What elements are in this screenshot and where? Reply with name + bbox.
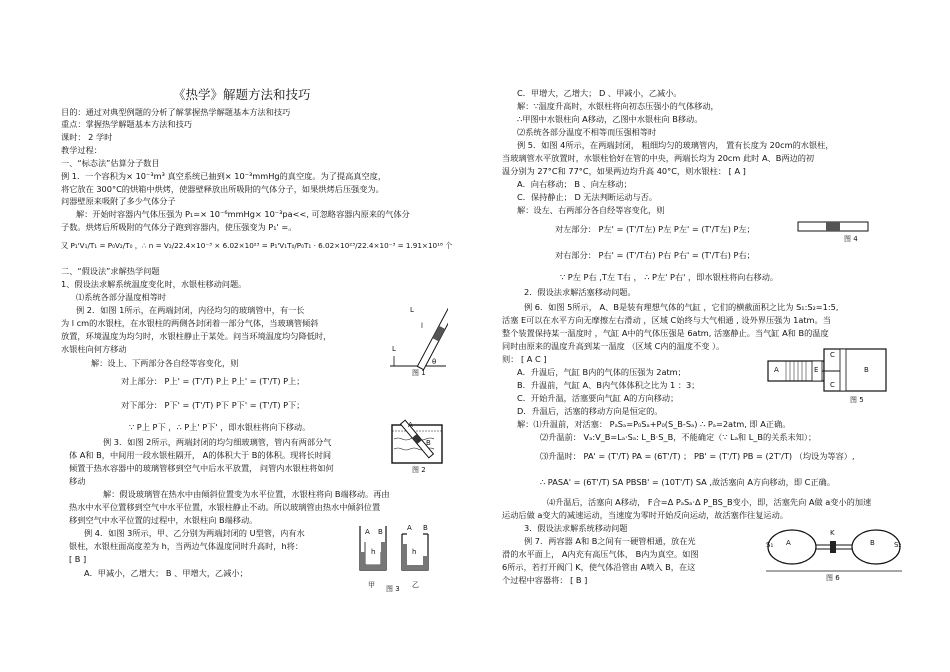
text-line: 解：假设玻璃管在热水中由倾斜位置变为水平位置，水银柱将向 B端移动。再由 xyxy=(103,489,390,499)
text-line: 问器壁原来吸附了多少气体分子 xyxy=(61,196,176,206)
text-line: 例 4．如图 3所示，甲、乙分别为两端封闭的 U型管，内有水 xyxy=(84,528,305,538)
text-line: 例 2．如图 1所示，在两端封闭，内径均匀的玻璃管中，有一长 xyxy=(76,305,305,315)
formula-line: 对下部分： P下' = (T'/T) P下 P下' = (T'/T) P下； xyxy=(121,400,305,410)
text-line: C．保持静止； D 无法判断运动与否。 xyxy=(517,192,658,202)
text-line: ⑵升温前： Vₐ:V_B=Lₐ·Sₐ: L_B·S_B，不能确定（∵ Lₐ和 L_B的关系未知）； xyxy=(540,432,817,442)
figure-label: L xyxy=(410,306,414,314)
figure-2 xyxy=(388,415,448,475)
text-line: 教学过程： xyxy=(61,145,102,155)
figure-label: θ xyxy=(432,358,437,366)
horizontal-tube-diagram xyxy=(796,218,870,236)
text-line: 滑的水平面上， A内充有高压气体， B内为真空。如图 xyxy=(502,549,699,559)
figure-label: B xyxy=(864,366,869,374)
figure-label: h xyxy=(371,548,376,556)
formula-line: 又 P₁'V₁/T₁ = P₀V₂/T₀ ，∴ n = V₂/22.4×10⁻³ × 6.02×10²³ = P₁'V₁T₀/P₀T₁ · 6.02×10²³/22.4×10⁻³ = 1.91×10¹⁸ 个 xyxy=(61,241,453,250)
text-line: 热水中水平位置移到空气中水平位置，水银柱静止不动。所以玻璃管由热水中倾斜位置 xyxy=(69,502,381,512)
text-line: 移到空气中水平位置的过程中，水银柱向 B端移动。 xyxy=(69,515,258,525)
text-line: ∵ P上 P下 ，∴ P上' P下' ，即水银柱将向下移动。 xyxy=(129,422,311,432)
text-line: ∴甲图中水银柱向 A移动，乙图中水银柱向 B移动。 xyxy=(517,114,703,124)
figure-label: 乙 xyxy=(412,581,419,589)
text-line: 2．假设法求解活塞移动问题。 xyxy=(524,287,636,297)
text-line: 体 A和 B，中间用一段水银柱隔开， A的体积大于 B的体积。现将长时间 xyxy=(69,450,332,460)
figure-label: A xyxy=(407,524,412,532)
text-line: 为 l cm的水银柱，在水银柱的两侧各封闭着一部分气体，当玻璃管倾斜 xyxy=(61,318,319,328)
figure-label: C xyxy=(830,381,835,389)
text-line: D．升温后，活塞的移动方向是恒定的。 xyxy=(517,406,663,416)
text-line: ⑴系统各部分温度相等时 xyxy=(76,292,167,302)
figure-label: B xyxy=(378,528,383,536)
text-line: 整个装置保持某一温度时 ，气缸 A中的气体压强是 6atm, 活塞静止。当气缸 A和 B的温度 xyxy=(502,328,829,338)
figure-label: l xyxy=(421,322,423,330)
text-line: 重点：掌握热学解题基本方法和技巧 xyxy=(61,119,193,129)
figure-label: S₁ xyxy=(766,541,774,549)
text-line: ⑷升温后，活塞向 A移动， F合=Δ PₐSₐ·Δ P_BS_B变小，即，活塞先向 A做 a变小的加速 xyxy=(547,497,872,507)
text-line: 6所示，若打开阀门 K，使气体沿管由 A喷入 B，在这 xyxy=(502,562,696,572)
figure-label: K xyxy=(830,529,835,537)
text-line: A．向右移动； B 、向左移动； xyxy=(517,179,632,189)
text-line: 目的：通过对典型例题的分析了解掌握热学解题基本方法和技巧 xyxy=(61,107,291,117)
text-line: 例 3．如图 2所示，两端封闭的均匀细玻璃管，管内有两部分气 xyxy=(103,437,332,447)
text-line: A．甲减小，乙增大； B 、甲增大，乙减小； xyxy=(84,568,248,578)
section-heading: 3．假设法求解系统移动问题 xyxy=(524,523,628,533)
text-line: 则： [ A C ] xyxy=(502,354,547,364)
text-line: A．升温后，气缸 B内的气体的压强为 2atm； xyxy=(517,367,686,377)
text-line: 例 7．两容器 A和 B之间有一硬管相通，放在光 xyxy=(524,536,696,546)
text-line: 例 1．一个容积为× 10⁻³m³ 真空系统已抽到× 10⁻³mmHg的真空度。为了提高真空度， xyxy=(61,171,387,181)
text-line: 银柱，水银柱面高度差为 h，当两边气体温度同时升高时，h将： xyxy=(69,541,304,551)
text-line: 解：⑴升温前，对活塞： PₐSₐ=P₀Sₐ+P₀(S_B-Sₐ) ∴ Pₐ=2atm, 即 A正确。 xyxy=(517,419,791,429)
cylinder-piston-diagram xyxy=(766,345,892,395)
text-line: 个过程中容器将： [ B ] xyxy=(502,575,588,585)
text-line: 1、假设法求解系统温度变化时，水银柱移动问题。 xyxy=(61,279,247,289)
figure-label: 甲 xyxy=(368,581,375,589)
text-line: 课时： 2 学时 xyxy=(61,132,113,142)
text-line: 例 5．如图 4所示，在两端封闭， 粗细均匀的玻璃管内， 置有长度为 20cm的水银柱， xyxy=(517,140,834,150)
text-line: [ B ] xyxy=(69,554,87,564)
text-line: 解：设左、右两部分各自经等容变化，则 xyxy=(517,205,665,215)
text-line: ⑵系统各部分温度不相等而压强相等时 xyxy=(517,127,657,137)
figure-caption: 图 1 xyxy=(412,369,426,377)
text-line: 将它放在 300°C的烘箱中烘烤，使器壁释放出所吸附的气体分子，如果烘烤后压强变为。 xyxy=(61,184,384,194)
formula-line: ⑶升温时： PA' = (T'/T) PA = (6T'/T) ； PB' = (T'/T) PB = (2T'/T) （均设为等容）, xyxy=(540,451,855,461)
figure-caption: 图 4 xyxy=(844,235,858,243)
figure-label: B xyxy=(423,524,428,532)
formula-line: ∴ PASA' = (6T'/T) SA PBSB' = (10T'/T) SA ,故活塞向 A方向移动，即 C正确。 xyxy=(540,477,835,487)
figure-label: L xyxy=(392,345,396,353)
text-line: 子数。烘烤后所吸附的气体分子跑到容器内，使压强变为 P₁' =。 xyxy=(61,222,297,232)
figure-label: A xyxy=(786,539,791,547)
page-title: 《热学》解题方法和技巧 xyxy=(173,87,311,102)
text-line: 例 6．如图 5所示， A、B是装有理想气体的气缸 ，它们的横截面积之比为 S₁:S₂=1:5, xyxy=(524,302,839,312)
figure-label: A xyxy=(774,366,779,374)
figure-label: h xyxy=(412,548,417,556)
figure-6 xyxy=(766,527,902,585)
figure-label: C xyxy=(830,351,835,359)
text-line: 解：开始时容器内气体压强为 P₁=× 10⁻⁶mmHg× 10⁻³pa<<, 可忽略容器内原来的气体分 xyxy=(76,209,410,219)
text-line: 温分别为 27°C和 77°C，如果两边均升高 40°C，则水银柱： [ A ] xyxy=(502,166,746,176)
formula-line: 对左部分： P左' = (T'/T左) P左 P左' = (T'/T左) P左； xyxy=(555,224,755,234)
figure-4 xyxy=(796,218,870,250)
text-line: 运动后做 a变大的减速运动，当速度为零时开始反向运动，故活塞作往复运动。 xyxy=(502,510,788,520)
figure-label: B xyxy=(426,439,431,447)
text-line: 解：∵温度升高时，水银柱将向初态压强小的气体移动， xyxy=(517,101,719,111)
figure-label: S₂ xyxy=(894,541,902,549)
section-heading: 二、“假设法”求解热学问题 xyxy=(61,266,160,276)
formula-line: 对上部分： P上' = (T'/T) P上 P上' = (T'/T) P上； xyxy=(121,376,305,386)
figure-label: B xyxy=(870,539,875,547)
figure-label: A xyxy=(365,528,370,536)
text-line: ∵ P左 P右 ,T左 T右 ， ∴ P左' P右' ，即水银柱将向右移动。 xyxy=(560,272,779,282)
figure-caption: 图 5 xyxy=(850,396,864,404)
figure-caption: 图 3 xyxy=(386,585,400,593)
figure-1 xyxy=(388,300,448,378)
text-line: B．升温前，气缸 A、B内气体体积之比为 1 ：3； xyxy=(517,380,700,390)
text-line: 同时由原来的温度升高到某一温度 （区域 C内的温度不变 ）。 xyxy=(502,341,725,351)
inclined-tube-diagram xyxy=(388,300,448,378)
section-heading: 一、“标态法”估算分子数目 xyxy=(61,158,160,168)
text-line: C．甲增大，乙增大； D 、甲减小，乙减小。 xyxy=(517,88,682,98)
formula-line: 对右部分： P右' = (T'/T右) P右 P右' = (T'/T右) P右； xyxy=(555,250,755,260)
figure-5 xyxy=(766,345,892,407)
figure-3 xyxy=(352,522,442,594)
figure-label: A xyxy=(408,421,413,429)
text-line: 当玻璃管水平放置时，水银柱恰好在管的中央，两端长均为 20cm 此时 A、B两边的初 xyxy=(502,153,815,163)
text-line: 移动 xyxy=(69,476,86,486)
figure-caption: 图 2 xyxy=(412,466,426,474)
text-line: 活塞 E可以在水平方向无摩擦左右滑动 ，区域 C始终与大气相通 , 设外界压强为 1atm。当 xyxy=(502,315,831,325)
text-line: 水银柱向何方移动 xyxy=(61,344,127,354)
text-line: C．开始升温，活塞要向气缸 A的方向移动； xyxy=(517,393,679,403)
figure-caption: 图 6 xyxy=(826,574,840,582)
text-line: 倾置于热水容器中的玻璃管移到空气中后水平放置， 问管内水银柱将如何 xyxy=(69,463,334,473)
text-line: 放置，环境温度为均匀时，水银柱静止于某处。问当环境温度均匀降低时， xyxy=(61,331,332,341)
figure-label: E xyxy=(814,366,819,374)
text-line: 解：设上、下两部分各自经等容变化，则 xyxy=(91,358,239,368)
